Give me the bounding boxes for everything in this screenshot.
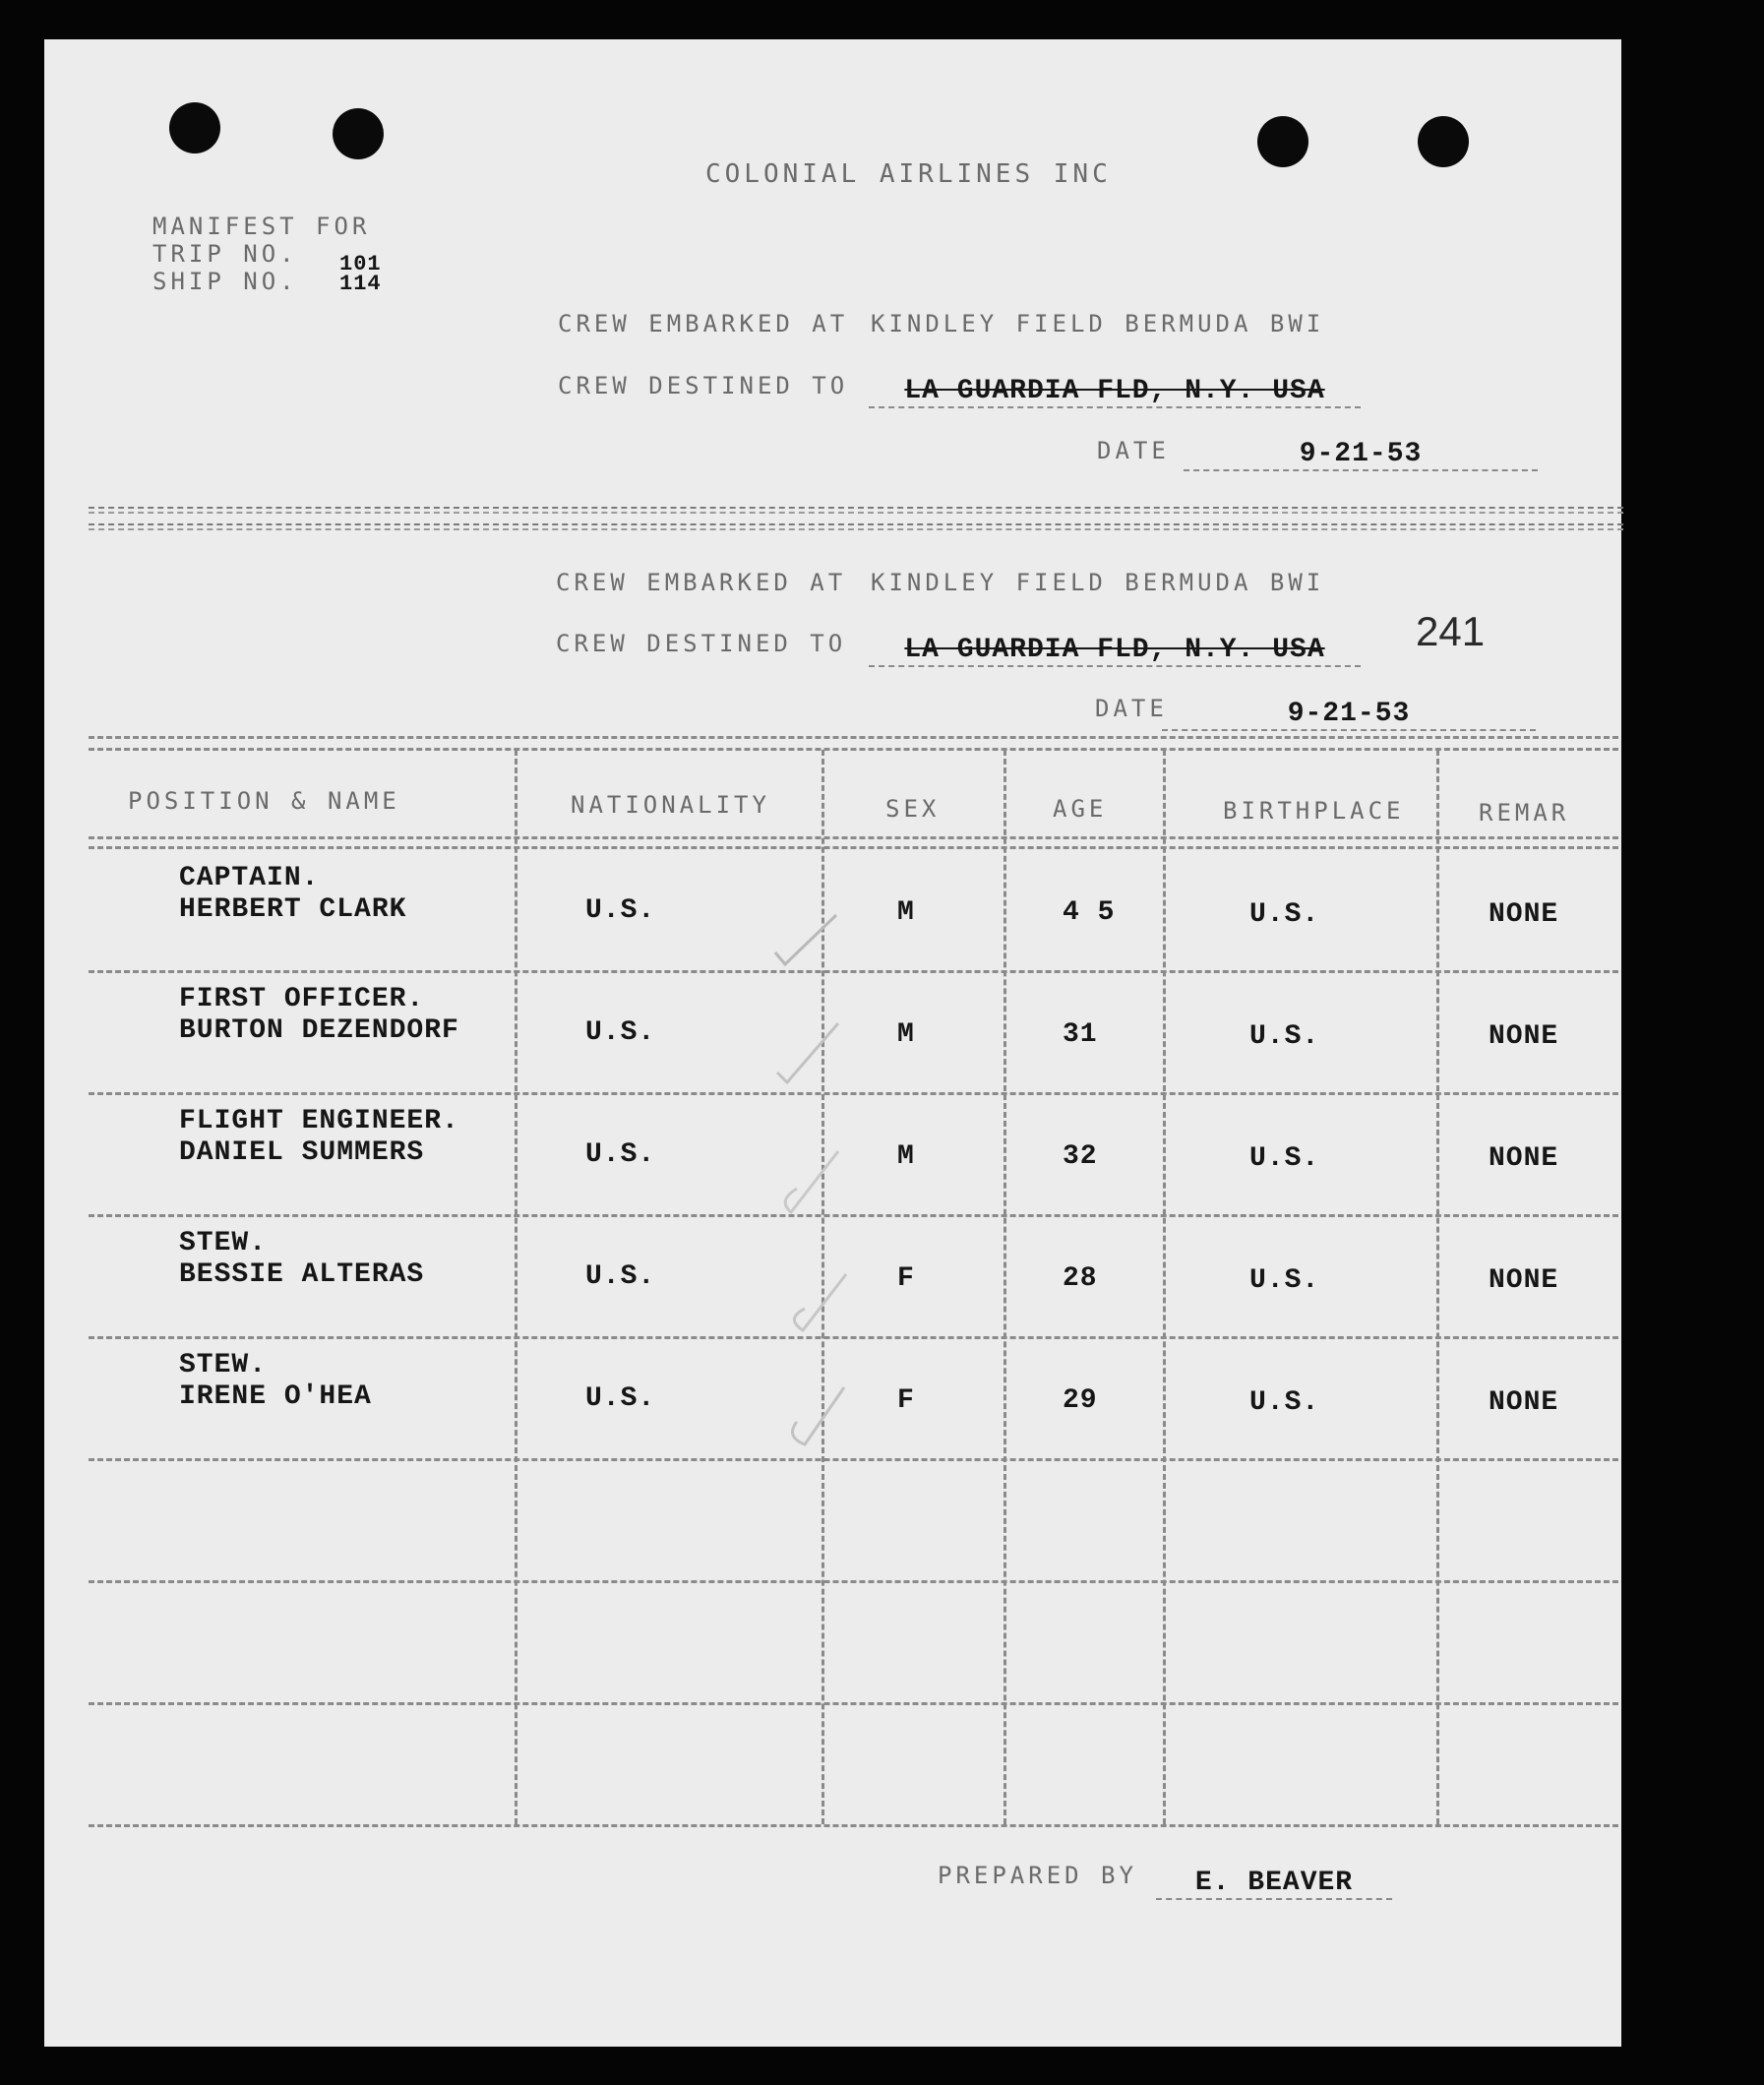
table-rule [89, 748, 1618, 751]
handwritten-number: 241 [1416, 608, 1486, 654]
manifest-for-label: MANIFEST FOR [152, 213, 371, 240]
table-rule [89, 736, 1618, 739]
table-row-position: FIRST OFFICER. [179, 984, 425, 1014]
check-marks [767, 905, 905, 1456]
ship-no-label: SHIP NO. [152, 268, 298, 295]
column-header: AGE [1053, 795, 1108, 823]
table-rule [89, 836, 1618, 839]
punch-hole [333, 108, 384, 159]
table-column-line [1004, 750, 1006, 1824]
table-row-birthplace: U.S. [1249, 1143, 1320, 1174]
prepared-by-value: E. BEAVER [1156, 1868, 1392, 1900]
table-column-line [1163, 750, 1166, 1824]
table-row-name: HERBERT CLARK [179, 894, 407, 925]
crew-destined-value: LA GUARDIA FLD, N.Y. USA [869, 376, 1361, 408]
table-column-line [1436, 750, 1439, 1824]
crew-embarked-label: CREW EMBARKED AT [558, 310, 849, 337]
table-row-birthplace: U.S. [1249, 1021, 1320, 1052]
table-row-remarks: NONE [1489, 1387, 1559, 1418]
table-row-remarks: NONE [1489, 1265, 1559, 1296]
date-value: 9-21-53 [1184, 439, 1538, 471]
punch-hole [169, 102, 220, 153]
table-row-birthplace: U.S. [1249, 899, 1320, 930]
table-row-name: BESSIE ALTERAS [179, 1259, 425, 1290]
table-row-name: DANIEL SUMMERS [179, 1137, 425, 1168]
table-rule [89, 1702, 1618, 1705]
ship-no-value: 114 [339, 272, 382, 296]
table-row-sex: M [897, 1019, 915, 1050]
column-header: BIRTHPLACE [1223, 797, 1405, 825]
table-row-nationality: U.S. [585, 1139, 656, 1170]
column-header: REMAR [1479, 799, 1570, 827]
table-row-remarks: NONE [1489, 1143, 1559, 1174]
table-row-position: FLIGHT ENGINEER. [179, 1106, 459, 1136]
table-rule [89, 1458, 1618, 1461]
table-row-age: 31 [1063, 1019, 1098, 1050]
table-row-position: STEW. [179, 1350, 268, 1380]
crew-destined-label: CREW DESTINED TO [558, 372, 849, 399]
table-row-nationality: U.S. [585, 1017, 656, 1048]
crew-destined-value: LA GUARDIA FLD, N.Y. USA [869, 635, 1361, 667]
table-row-sex: F [897, 1263, 915, 1294]
table-row-age: 32 [1063, 1141, 1098, 1172]
table-row-age: 4 5 [1063, 897, 1116, 928]
trip-no-value: 101 [339, 252, 382, 276]
table-rule [89, 1824, 1618, 1827]
crew-embarked-value: KINDLEY FIELD BERMUDA BWI [871, 569, 1325, 596]
table-row-age: 29 [1063, 1385, 1098, 1416]
table-row-sex: F [897, 1385, 915, 1416]
date-label: DATE [1097, 437, 1170, 464]
separator-rule [89, 507, 1623, 514]
punch-hole [1257, 116, 1308, 167]
table-rule [89, 1580, 1618, 1583]
table-rule [89, 846, 1618, 849]
column-header: SEX [885, 795, 941, 823]
table-row-nationality: U.S. [585, 895, 656, 926]
company-name: COLONIAL AIRLINES INC [705, 159, 1112, 189]
date-value: 9-21-53 [1162, 699, 1536, 731]
separator-rule [89, 523, 1623, 530]
crew-embarked-label: CREW EMBARKED AT [556, 569, 847, 596]
table-row-remarks: NONE [1489, 1021, 1559, 1052]
trip-no-label: TRIP NO. [152, 240, 298, 268]
table-row-age: 28 [1063, 1263, 1098, 1294]
table-row-birthplace: U.S. [1249, 1387, 1320, 1418]
prepared-by-label: PREPARED BY [938, 1862, 1137, 1889]
table-row-nationality: U.S. [585, 1261, 656, 1292]
table-row-name: BURTON DEZENDORF [179, 1015, 459, 1046]
table-row-position: STEW. [179, 1228, 268, 1258]
table-row-sex: M [897, 1141, 915, 1172]
punch-hole [1418, 116, 1469, 167]
crew-embarked-value: KINDLEY FIELD BERMUDA BWI [871, 310, 1325, 337]
table-row-birthplace: U.S. [1249, 1265, 1320, 1296]
table-row-remarks: NONE [1489, 899, 1559, 930]
table-column-line [515, 750, 517, 1824]
table-row-name: IRENE O'HEA [179, 1381, 372, 1412]
manifest-page [44, 39, 1621, 2047]
date-label: DATE [1095, 695, 1168, 722]
table-row-sex: M [897, 897, 915, 928]
column-header: POSITION & NAME [128, 787, 400, 815]
crew-destined-label: CREW DESTINED TO [556, 630, 847, 657]
column-header: NATIONALITY [571, 791, 770, 819]
table-row-position: CAPTAIN. [179, 863, 320, 893]
table-row-nationality: U.S. [585, 1383, 656, 1414]
